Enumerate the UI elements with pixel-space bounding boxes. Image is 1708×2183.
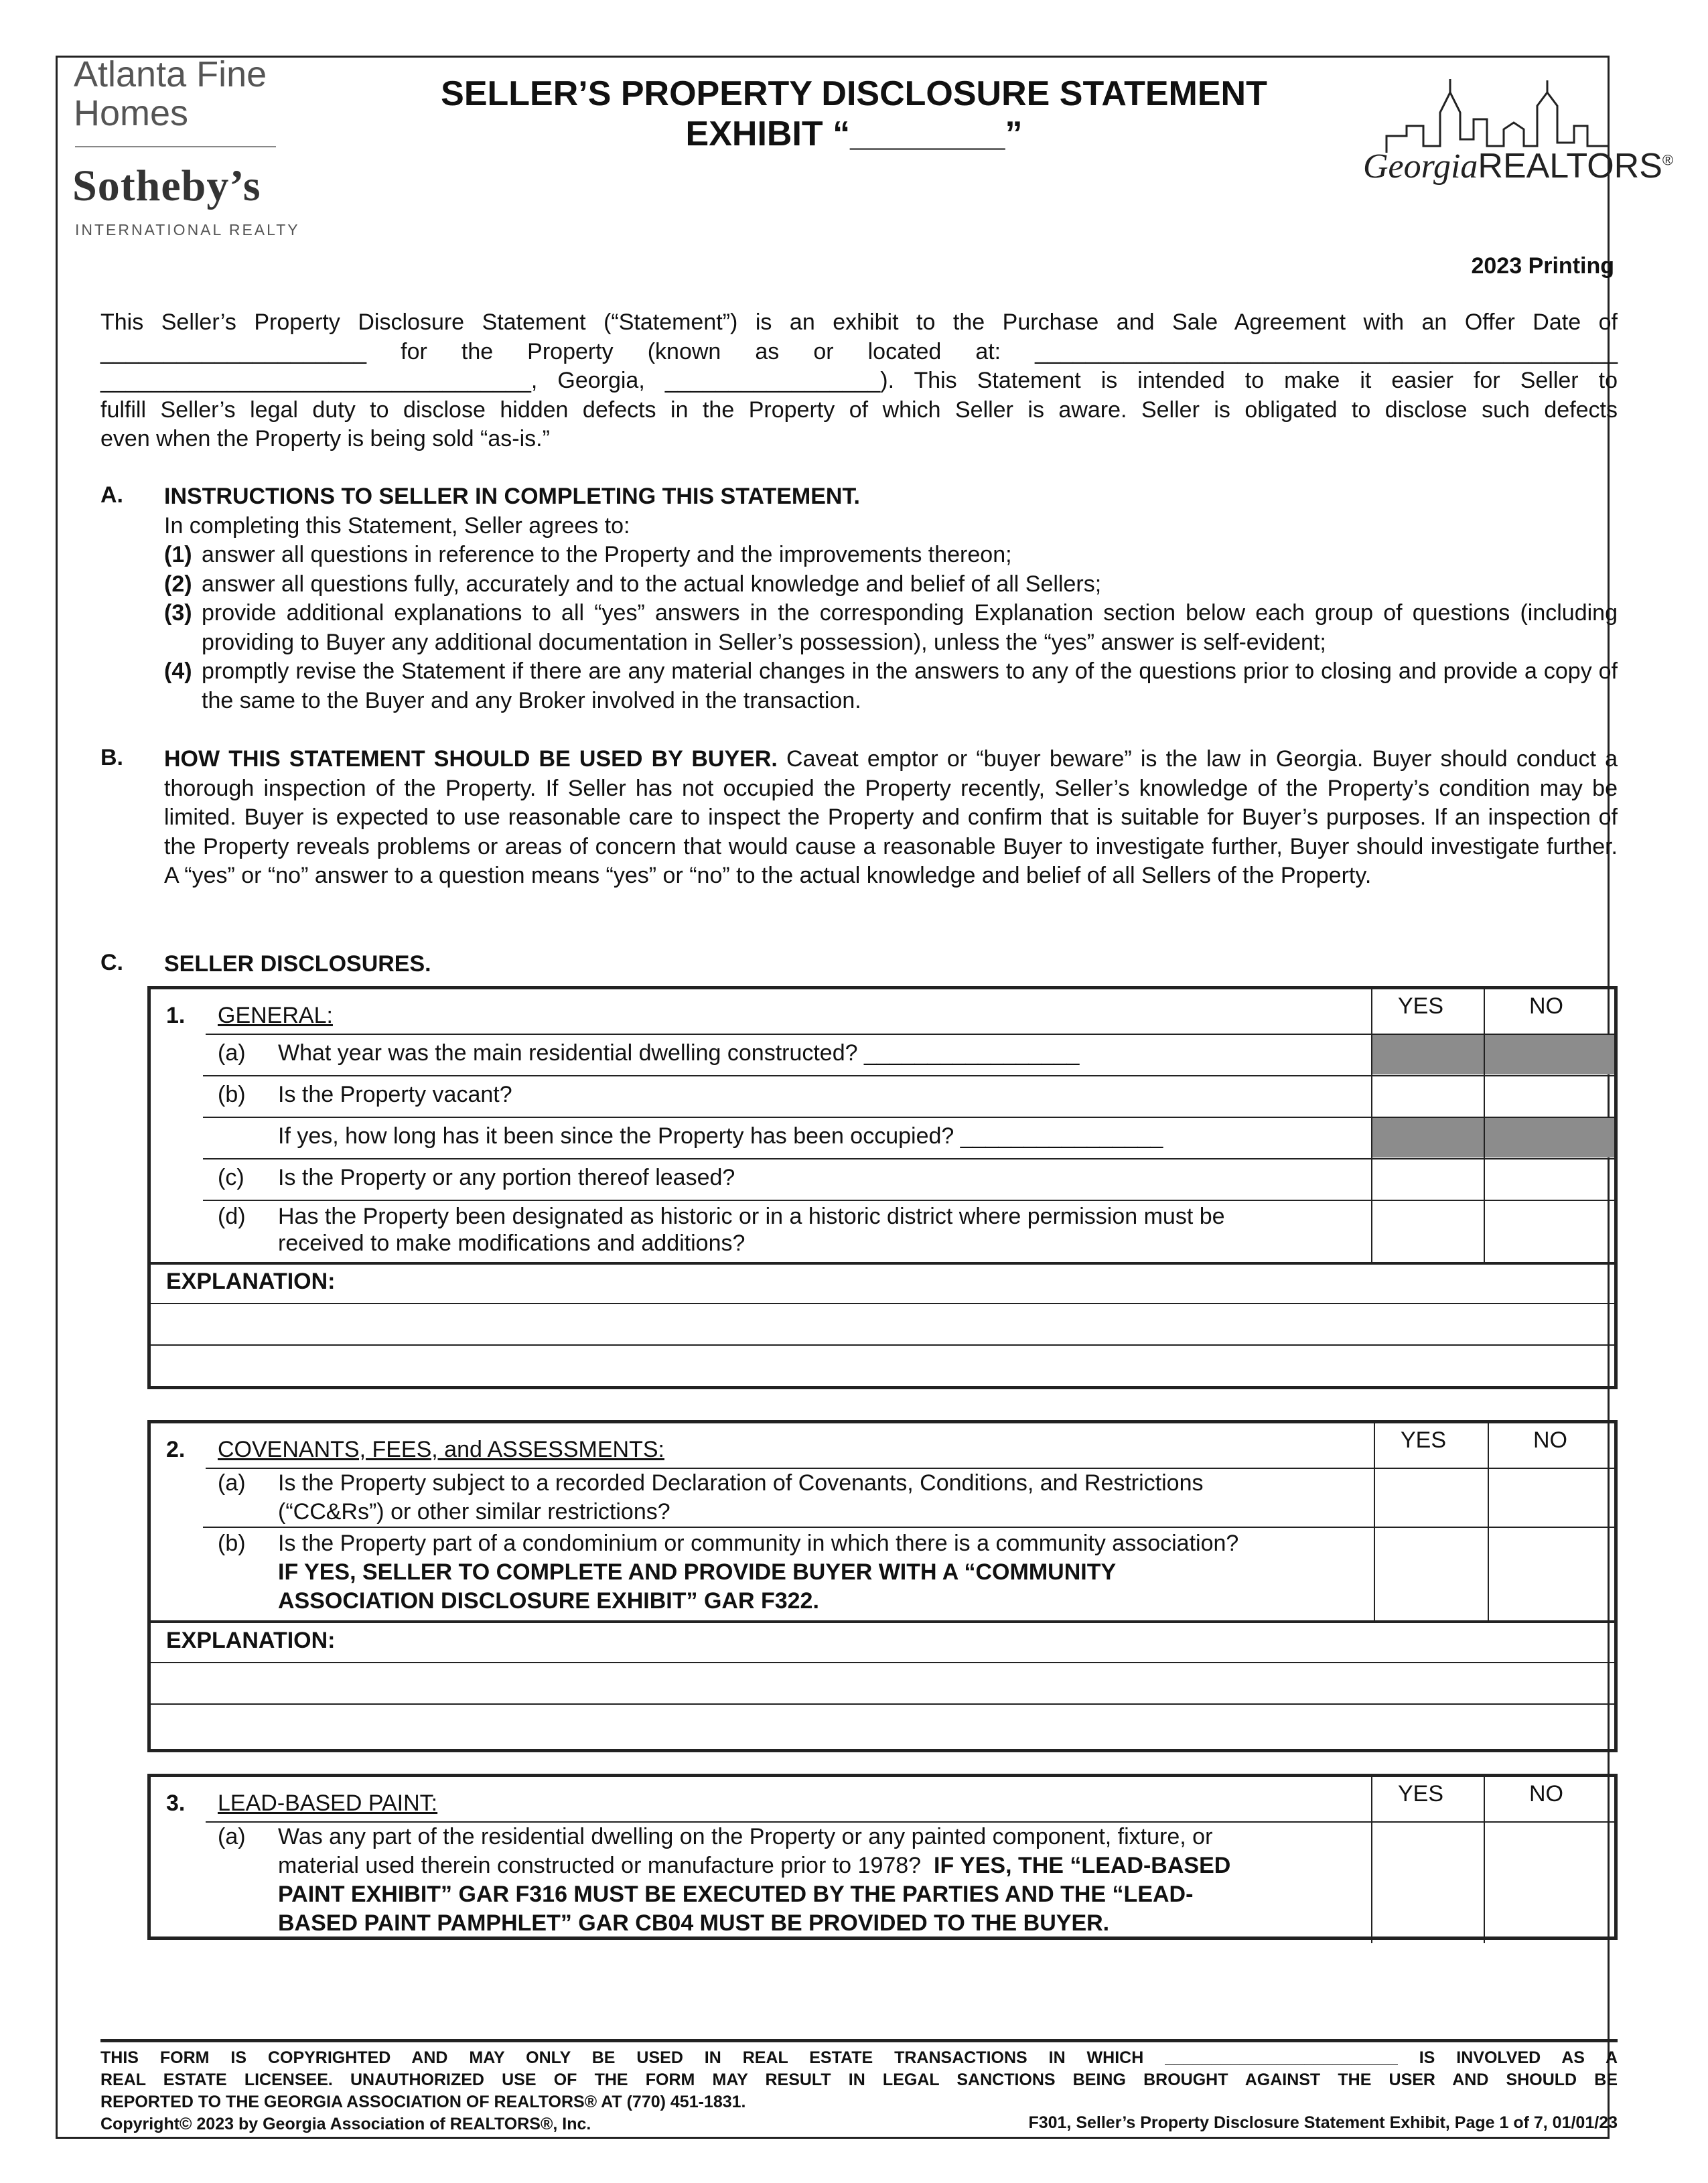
- row-divider: [203, 1158, 1614, 1159]
- row-divider: [1371, 1034, 1614, 1035]
- column-divider: [1371, 1777, 1372, 1943]
- question-text-continued: [278, 1851, 1230, 1880]
- column-divider: [1484, 989, 1485, 1263]
- question-text: Is the Property or any portion thereof leased?: [278, 1165, 735, 1190]
- question-instruction: IF YES, SELLER TO COMPLETE AND PROVIDE BUYER WITH A “COMMUNITY: [278, 1559, 1117, 1585]
- no-column-header: NO: [1529, 1781, 1563, 1807]
- intro-line5: even when the Property is being sold “as-is.”: [100, 426, 550, 451]
- realtors-registered-mark: ®: [1662, 151, 1674, 169]
- lead-paint-table: [147, 1774, 1618, 1940]
- section-a-lead: In completing this Statement, Seller agrees to:: [164, 512, 630, 539]
- intro-line4: fulfill Seller’s legal duty to disclose hidden defects in the Property of which Seller is aware. Seller is obligated to disclose such defects: [100, 397, 1618, 423]
- row-divider: [203, 1117, 1614, 1118]
- question-label: (b): [218, 1082, 246, 1107]
- row-divider: [1374, 1468, 1614, 1469]
- column-divider: [1374, 1423, 1375, 1621]
- row-divider: [203, 1200, 1614, 1201]
- explanation-divider: [151, 1620, 1614, 1623]
- question-text: What year was the main residential dwelling constructed? _________________: [278, 1040, 1080, 1066]
- realtors-georgia-word: Georgia: [1363, 147, 1478, 186]
- footer-form-id: F301, Seller’s Property Disclosure Statement Exhibit, Page 1 of 7, 01/01/23: [1028, 2113, 1618, 2132]
- shaded-cell: [1485, 1034, 1614, 1074]
- yes-column-header: YES: [1398, 993, 1444, 1019]
- explanation-label: EXPLANATION:: [166, 1628, 336, 1653]
- georgia-realtors-logo: [1363, 146, 1673, 186]
- section-c-letter: C.: [100, 950, 123, 975]
- no-column-header: NO: [1529, 993, 1563, 1019]
- section-title: LEAD-BASED PAINT:: [218, 1790, 438, 1816]
- instruction-item: [164, 599, 1618, 657]
- general-table: [147, 986, 1618, 1389]
- explanation-line: [151, 1703, 1614, 1705]
- brand-sothebys: Sotheby’s: [72, 161, 261, 210]
- question-instruction: PAINT EXHIBIT” GAR F316 MUST BE EXECUTED BY THE PARTIES AND THE “LEAD-: [278, 1882, 1194, 1907]
- shaded-cell: [1372, 1117, 1484, 1157]
- question-text: Is the Property subject to a recorded Declaration of Covenants, Conditions, and Restrictions: [278, 1470, 1204, 1496]
- item-number: (4): [164, 658, 192, 684]
- brand-line2: Homes: [74, 93, 189, 133]
- printing-year: 2023 Printing: [1471, 253, 1614, 279]
- question-label: (d): [218, 1204, 246, 1229]
- instruction-item: [164, 570, 1618, 600]
- question-text-part: material used therein constructed or manufacture prior to 1978?: [278, 1853, 922, 1878]
- question-text: Is the Property part of a condominium or community in which there is a community association?: [278, 1531, 1239, 1556]
- question-label: (c): [218, 1165, 244, 1190]
- intro-line2: _____________________ for the Property (known as or located at: ______________________________________________: [100, 338, 1618, 364]
- footer-line2: REAL ESTATE LICENSEE. UNAUTHORIZED USE OF THE FORM MAY RESULT IN LEGAL SANCTIONS BEING BROUGHT AGAINST THE USER AND SHOULD BE: [100, 2070, 1618, 2089]
- instruction-item: [164, 541, 1618, 570]
- footer-rule: [100, 2039, 1618, 2042]
- section-number: 1.: [166, 1003, 186, 1028]
- section-b-heading: HOW THIS STATEMENT SHOULD BE USED BY BUYER.: [164, 746, 778, 772]
- shaded-cell: [1485, 1117, 1614, 1157]
- footer-line3: REPORTED TO THE GEORGIA ASSOCIATION OF REALTORS® AT (770) 451-1831.: [100, 2093, 746, 2111]
- section-number: 2.: [166, 1437, 186, 1462]
- item-number: (2): [164, 571, 192, 597]
- explanation-label: EXPLANATION:: [166, 1269, 336, 1294]
- covenants-table: [147, 1420, 1618, 1752]
- section-b: [164, 745, 1618, 891]
- column-divider: [1488, 1423, 1489, 1621]
- section-number: 3.: [166, 1790, 186, 1816]
- row-divider: [203, 1527, 1614, 1528]
- section-b-text: Caveat emptor or “buyer beware” is the law in Georgia. Buyer should conduct a thorough inspection of the Property. If Seller has not occupied the Property recently, Seller’s knowledge of the Property’s condition may be limited. Buyer is expected to use reasonable care to inspect the Property and confirm that is suitable for Buyer’s purposes. If an inspection of the Property reveals problems or areas of concern that would cause a reasonable Buyer to investigate further, Buyer should investigate further. A “yes” or “no” answer to a question means “yes” or “no” to the actual knowledge and belief of all Sellers of the Property.: [164, 746, 1618, 888]
- section-a-heading: INSTRUCTIONS TO SELLER IN COMPLETING THIS STATEMENT.: [164, 484, 860, 509]
- realtors-word: REALTORS: [1478, 147, 1662, 186]
- item-number: (1): [164, 542, 192, 567]
- question-text: If yes, how long has it been since the Property has been occupied? ________________: [278, 1123, 1163, 1149]
- form-title: SELLER’S PROPERTY DISCLOSURE STATEMENT: [441, 74, 1267, 113]
- question-instruction: BASED PAINT PAMPHLET” GAR CB04 MUST BE PROVIDED TO THE BUYER.: [278, 1910, 1110, 1936]
- item-text: answer all questions fully, accurately and to the actual knowledge and belief of all Sellers;: [202, 571, 1102, 597]
- section-a: [164, 482, 1618, 715]
- no-column-header: NO: [1533, 1427, 1567, 1453]
- shaded-cell: [1372, 1034, 1484, 1074]
- explanation-line: [151, 1303, 1614, 1304]
- footer-notice: [100, 2047, 1618, 2113]
- question-text: Was any part of the residential dwelling on the Property or any painted component, fixture, or: [278, 1824, 1213, 1849]
- section-a-letter: A.: [100, 482, 123, 508]
- brand-line1: Atlanta Fine: [74, 54, 267, 94]
- question-label: (a): [218, 1824, 246, 1849]
- column-divider: [1484, 1777, 1485, 1943]
- yes-column-header: YES: [1401, 1427, 1447, 1453]
- item-text: answer all questions in reference to the Property and the improvements thereon;: [202, 542, 1012, 567]
- brand-logo-atlanta-fine-homes: [74, 55, 267, 133]
- yes-column-header: YES: [1398, 1781, 1444, 1807]
- question-label: (a): [218, 1470, 246, 1496]
- item-text: promptly revise the Statement if there are any material changes in the answers to any of the questions prior to closing and provide a copy of the same to the Buyer and any Broker involved in the transaction.: [202, 658, 1618, 713]
- item-number: (3): [164, 600, 192, 626]
- exhibit-label: EXHIBIT “________”: [685, 115, 1023, 153]
- intro-paragraph: [100, 308, 1618, 454]
- brand-divider: [75, 146, 276, 147]
- question-instruction: IF YES, THE “LEAD-BASED: [934, 1853, 1231, 1878]
- footer-line1: THIS FORM IS COPYRIGHTED AND MAY ONLY BE USED IN REAL ESTATE TRANSACTIONS IN WHICH _________________________ IS INVOLVED AS A: [100, 2048, 1618, 2067]
- question-text: Is the Property vacant?: [278, 1082, 512, 1107]
- explanation-divider: [151, 1262, 1614, 1265]
- question-text-continued: (“CC&Rs”) or other similar restrictions?: [278, 1499, 670, 1525]
- row-divider: [203, 1075, 1614, 1076]
- section-c-heading: SELLER DISCLOSURES.: [164, 951, 431, 977]
- question-label: (a): [218, 1040, 246, 1066]
- question-text-continued: received to make modifications and additions?: [278, 1230, 745, 1256]
- intro-line3: __________________________________, Georgia, _________________). This Statement is intended to make it easier for Seller to: [100, 368, 1618, 393]
- skyline-logo-icon: [1360, 72, 1641, 206]
- intro-line1: This Seller’s Property Disclosure Statement (“Statement”) is an exhibit to the Purchase and Sale Agreement with an Offer Date of: [100, 309, 1618, 335]
- section-b-letter: B.: [100, 745, 123, 770]
- footer-copyright: Copyright© 2023 by Georgia Association of REALTORS®, Inc.: [100, 2115, 591, 2133]
- question-text: Has the Property been designated as historic or in a historic district where permission must be: [278, 1204, 1225, 1229]
- row-divider: [1371, 1821, 1614, 1823]
- row-divider: [206, 1034, 1371, 1035]
- section-title: GENERAL:: [218, 1003, 333, 1028]
- explanation-line: [151, 1662, 1614, 1663]
- item-text: provide additional explanations to all “yes” answers in the corresponding Explanation section below each group of questions (including providing to Buyer any additional documentation in Seller’s possession), unless the “yes” answer is self-evident;: [202, 600, 1618, 655]
- section-title: COVENANTS, FEES, and ASSESSMENTS:: [218, 1437, 664, 1462]
- column-divider: [1371, 989, 1372, 1263]
- explanation-line: [151, 1344, 1614, 1346]
- question-label: (b): [218, 1531, 246, 1556]
- brand-intl-realty: INTERNATIONAL REALTY: [75, 221, 300, 238]
- instruction-item: [164, 657, 1618, 715]
- question-instruction: ASSOCIATION DISCLOSURE EXHIBIT” GAR F322.: [278, 1588, 819, 1614]
